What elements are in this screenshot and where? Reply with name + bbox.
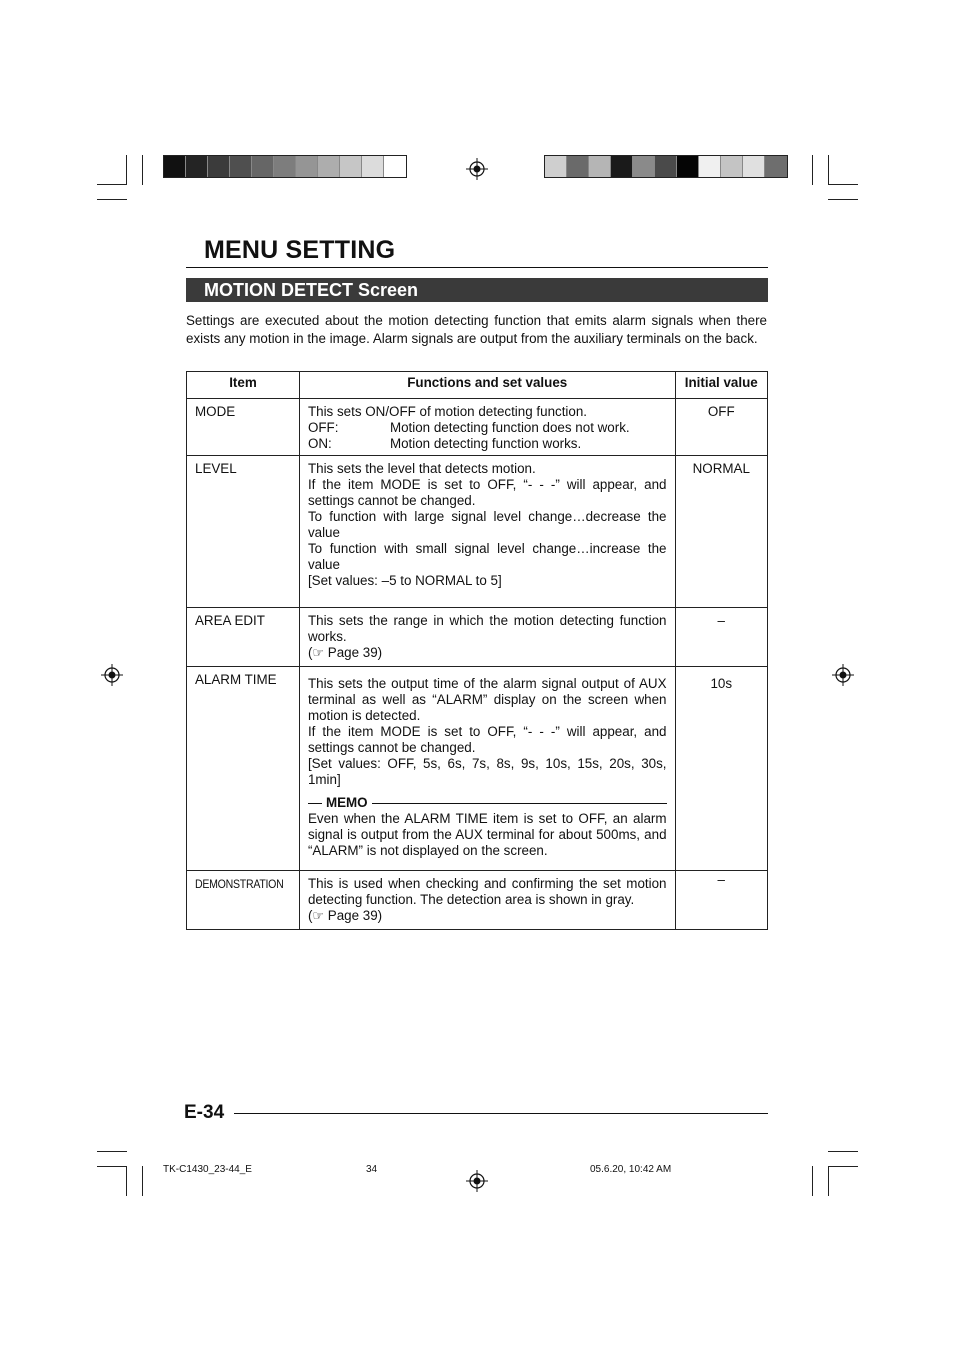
crop-mark	[828, 155, 829, 185]
calibration-swatch	[318, 156, 340, 177]
crop-mark	[97, 1166, 127, 1167]
calibration-bar-right	[544, 155, 788, 178]
page-reference: (☞ Page 39)	[307, 645, 383, 660]
calibration-swatch	[655, 156, 677, 177]
calibration-swatch	[208, 156, 230, 177]
registration-mark-icon	[466, 1170, 488, 1192]
calibration-swatch	[743, 156, 765, 177]
table-row	[187, 608, 768, 667]
calibration-swatch	[589, 156, 611, 177]
table-row	[187, 399, 768, 456]
footer-divider	[234, 1113, 768, 1114]
initial-cell: 10s	[675, 667, 767, 871]
registration-mark-icon	[466, 158, 488, 180]
item-label: DEMONSTRATION	[195, 879, 284, 891]
calibration-swatch	[164, 156, 186, 177]
item-cell	[187, 871, 300, 930]
crop-mark	[97, 1151, 127, 1152]
option-value: Motion detecting function does not work.	[389, 420, 630, 435]
crop-mark	[828, 199, 858, 200]
page-number-label: E-34	[184, 1102, 225, 1123]
function-cell	[299, 871, 675, 930]
crop-mark	[812, 155, 813, 185]
crop-mark	[126, 1166, 127, 1196]
function-cell	[299, 399, 675, 456]
table-header-row	[187, 372, 768, 399]
calibration-swatch	[252, 156, 274, 177]
memo-title: MEMO	[325, 795, 368, 810]
crop-mark	[828, 1151, 858, 1152]
item-cell: MODE	[187, 399, 300, 456]
settings-table	[186, 371, 768, 930]
calibration-swatch	[567, 156, 589, 177]
title-divider	[186, 267, 768, 268]
print-file-name: TK-C1430_23-44_E	[163, 1164, 252, 1175]
memo-header	[308, 795, 667, 811]
initial-cell: –	[675, 608, 767, 667]
calibration-swatch	[274, 156, 296, 177]
crop-mark	[142, 1166, 143, 1196]
pointing-hand-icon: ☞	[312, 645, 325, 660]
crop-mark	[828, 1166, 858, 1167]
registration-mark-icon	[101, 664, 123, 686]
table-row	[187, 456, 768, 608]
crop-mark	[812, 1166, 813, 1196]
calibration-swatch	[384, 156, 406, 177]
calibration-swatch	[633, 156, 655, 177]
crop-mark	[97, 199, 127, 200]
pointing-hand-icon: ☞	[312, 908, 325, 923]
section-header	[186, 278, 768, 302]
function-text: This sets the level that detects motion.	[307, 461, 536, 476]
memo-dash	[308, 803, 322, 804]
header-functions: Functions and set values	[299, 372, 675, 399]
option-key: ON:	[307, 436, 332, 451]
item-cell: LEVEL	[187, 456, 300, 608]
calibration-swatch	[362, 156, 384, 177]
calibration-swatch	[186, 156, 208, 177]
initial-cell: –	[675, 871, 767, 930]
crop-mark	[828, 1166, 829, 1196]
initial-cell: NORMAL	[675, 456, 767, 608]
crop-mark	[126, 155, 127, 185]
page-reference-text: Page 39)	[327, 908, 383, 923]
function-text: To function with small signal level change…increase the value	[307, 541, 667, 572]
calibration-swatch	[765, 156, 787, 177]
initial-cell: OFF	[675, 399, 767, 456]
header-item: Item	[187, 372, 300, 399]
option-row	[308, 436, 667, 452]
calibration-bar-left	[163, 155, 407, 178]
calibration-swatch	[545, 156, 567, 177]
function-cell	[299, 667, 675, 871]
function-text: This sets the output time of the alarm signal output of AUX terminal as well as “ALARM” display on the screen when motion is detected.	[307, 676, 667, 723]
header-initial: Initial value	[675, 372, 767, 399]
function-text: If the item MODE is set to OFF, “- - -” will appear, and settings cannot be changed.	[307, 477, 667, 508]
print-page-number: 34	[366, 1164, 378, 1175]
print-timestamp: 05.6.20, 10:42 AM	[590, 1164, 672, 1175]
table-row	[187, 667, 768, 871]
function-cell	[299, 608, 675, 667]
function-text: This sets ON/OFF of motion detecting function.	[307, 404, 588, 419]
table-row	[187, 871, 768, 930]
crop-mark	[142, 155, 143, 185]
function-text: [Set values: OFF, 5s, 6s, 7s, 8s, 9s, 10s, 15s, 20s, 30s, 1min]	[307, 756, 667, 787]
function-text: This is used when checking and confirming the set motion detecting function. The detection area is shown in gray.	[307, 876, 667, 907]
section-title: MOTION DETECT Screen	[204, 280, 419, 300]
function-text: [Set values: –5 to NORMAL to 5]	[307, 573, 502, 588]
function-text: If the item MODE is set to OFF, “- - -” will appear, and settings cannot be changed.	[307, 724, 667, 755]
registration-mark-icon	[832, 664, 854, 686]
crop-mark	[828, 184, 858, 185]
function-text: This sets the range in which the motion detecting function works.	[307, 613, 667, 644]
memo-text: Even when the ALARM TIME item is set to OFF, an alarm signal is output from the AUX terminal for about 500ms, and “ALARM” is not displayed on the screen.	[307, 811, 667, 858]
page-reference: (☞ Page 39)	[307, 908, 383, 923]
calibration-swatch	[611, 156, 633, 177]
calibration-swatch	[699, 156, 721, 177]
option-key: OFF:	[307, 420, 339, 435]
option-value: Motion detecting function works.	[389, 436, 582, 451]
calibration-swatch	[677, 156, 699, 177]
intro-paragraph: Settings are executed about the motion detecting function that emits alarm signals when there exists any motion in the image. Alarm signals are output from the auxiliary terminals on the back.	[186, 313, 767, 346]
memo-rule	[372, 803, 667, 804]
calibration-swatch	[721, 156, 743, 177]
option-row	[308, 420, 667, 436]
function-cell	[299, 456, 675, 608]
calibration-swatch	[230, 156, 252, 177]
function-text: To function with large signal level change…decrease the value	[307, 509, 667, 540]
crop-mark	[97, 184, 127, 185]
item-cell: AREA EDIT	[187, 608, 300, 667]
page-reference-text: Page 39)	[327, 645, 383, 660]
calibration-swatch	[340, 156, 362, 177]
calibration-swatch	[296, 156, 318, 177]
item-cell: ALARM TIME	[187, 667, 300, 871]
page-title: MENU SETTING	[204, 236, 396, 264]
